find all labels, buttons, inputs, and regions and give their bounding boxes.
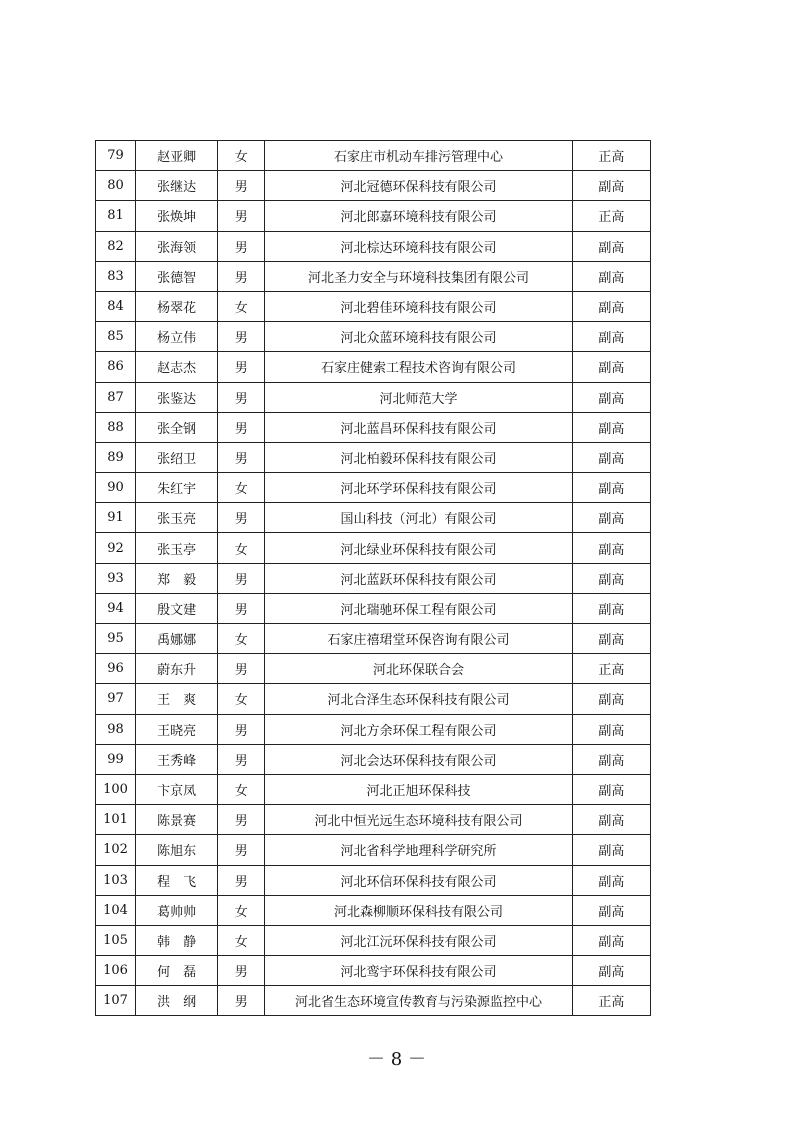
cell-number: 102: [96, 835, 136, 865]
cell-name: 张鉴达: [136, 382, 218, 412]
cell-name: 张德智: [136, 261, 218, 291]
cell-name: 何 磊: [136, 956, 218, 986]
cell-gender: 女: [218, 774, 265, 804]
cell-gender: 男: [218, 805, 265, 835]
cell-title: 副高: [572, 503, 650, 533]
cell-title: 副高: [572, 624, 650, 654]
table-row: [96, 895, 651, 925]
table-row: [96, 473, 651, 503]
cell-organization: 河北江沅环保科技有限公司: [265, 925, 573, 955]
cell-gender: 女: [218, 533, 265, 563]
cell-name: 张焕坤: [136, 201, 218, 231]
cell-number: 92: [96, 533, 136, 563]
table-row: [96, 201, 651, 231]
cell-organization: 河北圣力安全与环境科技集团有限公司: [265, 261, 573, 291]
cell-organization: 河北棕达环境科技有限公司: [265, 231, 573, 261]
cell-organization: 河北合泽生态环保科技有限公司: [265, 684, 573, 714]
table-row: [96, 563, 651, 593]
table-row: [96, 291, 651, 321]
table-row: [96, 261, 651, 291]
cell-name: 张绍卫: [136, 442, 218, 472]
cell-organization: 河北鸾宇环保科技有限公司: [265, 956, 573, 986]
cell-gender: 女: [218, 141, 265, 171]
cell-number: 96: [96, 654, 136, 684]
cell-name: 张玉亮: [136, 503, 218, 533]
cell-gender: 女: [218, 925, 265, 955]
cell-name: 郑 毅: [136, 563, 218, 593]
cell-gender: 女: [218, 291, 265, 321]
cell-gender: 男: [218, 744, 265, 774]
cell-gender: 男: [218, 352, 265, 382]
cell-number: 98: [96, 714, 136, 744]
cell-organization: 河北方余环保工程有限公司: [265, 714, 573, 744]
cell-name: 蔚东升: [136, 654, 218, 684]
cell-gender: 男: [218, 201, 265, 231]
cell-name: 王 爽: [136, 684, 218, 714]
cell-organization: 河北环信环保科技有限公司: [265, 865, 573, 895]
cell-gender: 男: [218, 563, 265, 593]
cell-name: 赵亚卿: [136, 141, 218, 171]
cell-number: 97: [96, 684, 136, 714]
cell-number: 93: [96, 563, 136, 593]
table-row: [96, 865, 651, 895]
cell-gender: 男: [218, 231, 265, 261]
cell-gender: 女: [218, 624, 265, 654]
cell-organization: 河北众蓝环境科技有限公司: [265, 322, 573, 352]
cell-organization: 河北师范大学: [265, 382, 573, 412]
cell-title: 副高: [572, 805, 650, 835]
cell-title: 副高: [572, 865, 650, 895]
cell-title: 正高: [572, 141, 650, 171]
cell-name: 杨立伟: [136, 322, 218, 352]
cell-number: 83: [96, 261, 136, 291]
cell-name: 张全钢: [136, 412, 218, 442]
cell-organization: 河北柏毅环保科技有限公司: [265, 442, 573, 472]
table-row: [96, 714, 651, 744]
cell-number: 90: [96, 473, 136, 503]
cell-title: 副高: [572, 412, 650, 442]
cell-name: 洪 纲: [136, 986, 218, 1016]
cell-title: 副高: [572, 352, 650, 382]
cell-name: 卞京凤: [136, 774, 218, 804]
cell-title: 副高: [572, 322, 650, 352]
table-row: [96, 654, 651, 684]
cell-number: 99: [96, 744, 136, 774]
cell-title: 副高: [572, 956, 650, 986]
cell-organization: 河北郎嘉环境科技有限公司: [265, 201, 573, 231]
cell-organization: 河北环学环保科技有限公司: [265, 473, 573, 503]
cell-organization: 河北蓝昌环保科技有限公司: [265, 412, 573, 442]
cell-name: 程 飞: [136, 865, 218, 895]
cell-number: 86: [96, 352, 136, 382]
cell-gender: 男: [218, 835, 265, 865]
cell-name: 张继达: [136, 171, 218, 201]
table-row: [96, 593, 651, 623]
table-row: [96, 774, 651, 804]
cell-gender: 男: [218, 412, 265, 442]
cell-gender: 女: [218, 473, 265, 503]
table-row: [96, 231, 651, 261]
cell-gender: 男: [218, 261, 265, 291]
cell-title: 副高: [572, 231, 650, 261]
table-row: [96, 744, 651, 774]
cell-number: 103: [96, 865, 136, 895]
cell-title: 副高: [572, 171, 650, 201]
cell-title: 副高: [572, 442, 650, 472]
cell-title: 副高: [572, 261, 650, 291]
cell-number: 106: [96, 956, 136, 986]
cell-organization: 石家庄市机动车排污管理中心: [265, 141, 573, 171]
table-row: [96, 805, 651, 835]
cell-name: 王秀峰: [136, 744, 218, 774]
cell-number: 85: [96, 322, 136, 352]
cell-number: 100: [96, 774, 136, 804]
cell-name: 赵志杰: [136, 352, 218, 382]
cell-organization: 河北中恒光远生态环境科技有限公司: [265, 805, 573, 835]
page-number: － 8 －: [367, 1049, 426, 1070]
table-row: [96, 412, 651, 442]
cell-gender: 男: [218, 714, 265, 744]
cell-organization: 河北省生态环境宣传教育与污染源监控中心: [265, 986, 573, 1016]
cell-title: 正高: [572, 201, 650, 231]
cell-gender: 女: [218, 895, 265, 925]
cell-number: 91: [96, 503, 136, 533]
cell-name: 韩 静: [136, 925, 218, 955]
cell-number: 94: [96, 593, 136, 623]
cell-title: 副高: [572, 593, 650, 623]
cell-organization: 河北森柳顺环保科技有限公司: [265, 895, 573, 925]
table-row: [96, 503, 651, 533]
cell-title: 副高: [572, 895, 650, 925]
cell-name: 朱红宇: [136, 473, 218, 503]
cell-name: 王晓亮: [136, 714, 218, 744]
cell-organization: 石家庄健索工程技术咨询有限公司: [265, 352, 573, 382]
cell-gender: 男: [218, 171, 265, 201]
cell-title: 副高: [572, 744, 650, 774]
cell-number: 107: [96, 986, 136, 1016]
cell-gender: 男: [218, 503, 265, 533]
cell-number: 82: [96, 231, 136, 261]
cell-number: 101: [96, 805, 136, 835]
cell-name: 禹娜娜: [136, 624, 218, 654]
cell-number: 105: [96, 925, 136, 955]
cell-title: 副高: [572, 563, 650, 593]
cell-title: 副高: [572, 291, 650, 321]
cell-name: 殷文建: [136, 593, 218, 623]
cell-title: 正高: [572, 986, 650, 1016]
table-row: [96, 382, 651, 412]
cell-name: 张海领: [136, 231, 218, 261]
cell-gender: 男: [218, 322, 265, 352]
cell-name: 陈景赛: [136, 805, 218, 835]
cell-organization: 河北绿业环保科技有限公司: [265, 533, 573, 563]
cell-gender: 男: [218, 956, 265, 986]
cell-organization: 河北省科学地理科学研究所: [265, 835, 573, 865]
table-row: [96, 986, 651, 1016]
cell-name: 杨翠花: [136, 291, 218, 321]
cell-number: 81: [96, 201, 136, 231]
cell-organization: 河北瑞驰环保工程有限公司: [265, 593, 573, 623]
table-row: [96, 322, 651, 352]
cell-title: 副高: [572, 533, 650, 563]
cell-organization: 河北正旭环保科技: [265, 774, 573, 804]
table-row: [96, 624, 651, 654]
cell-number: 80: [96, 171, 136, 201]
table-row: [96, 835, 651, 865]
cell-name: 陈旭东: [136, 835, 218, 865]
table-row: [96, 925, 651, 955]
table-row: [96, 171, 651, 201]
cell-gender: 男: [218, 986, 265, 1016]
cell-name: 葛帅帅: [136, 895, 218, 925]
cell-title: 正高: [572, 654, 650, 684]
expert-table: [95, 140, 651, 1016]
cell-title: 副高: [572, 473, 650, 503]
cell-gender: 男: [218, 593, 265, 623]
table-row: [96, 442, 651, 472]
cell-name: 张玉亭: [136, 533, 218, 563]
cell-title: 副高: [572, 925, 650, 955]
cell-gender: 女: [218, 684, 265, 714]
table-body: [96, 141, 651, 1016]
cell-organization: 河北冠德环保科技有限公司: [265, 171, 573, 201]
table-row: [96, 352, 651, 382]
cell-number: 95: [96, 624, 136, 654]
table-row: [96, 956, 651, 986]
cell-gender: 男: [218, 382, 265, 412]
cell-gender: 男: [218, 865, 265, 895]
cell-number: 89: [96, 442, 136, 472]
cell-number: 79: [96, 141, 136, 171]
cell-title: 副高: [572, 684, 650, 714]
cell-number: 88: [96, 412, 136, 442]
cell-organization: 河北碧佳环境科技有限公司: [265, 291, 573, 321]
table-row: [96, 141, 651, 171]
cell-title: 副高: [572, 714, 650, 744]
cell-number: 87: [96, 382, 136, 412]
cell-number: 104: [96, 895, 136, 925]
cell-organization: 河北蓝跃环保科技有限公司: [265, 563, 573, 593]
cell-organization: 河北会达环保科技有限公司: [265, 744, 573, 774]
cell-title: 副高: [572, 835, 650, 865]
cell-title: 副高: [572, 382, 650, 412]
cell-number: 84: [96, 291, 136, 321]
cell-title: 副高: [572, 774, 650, 804]
cell-organization: 国山科技（河北）有限公司: [265, 503, 573, 533]
cell-organization: 河北环保联合会: [265, 654, 573, 684]
cell-organization: 石家庄禧珺堂环保咨询有限公司: [265, 624, 573, 654]
table-row: [96, 533, 651, 563]
table-row: [96, 684, 651, 714]
cell-gender: 男: [218, 654, 265, 684]
cell-gender: 男: [218, 442, 265, 472]
